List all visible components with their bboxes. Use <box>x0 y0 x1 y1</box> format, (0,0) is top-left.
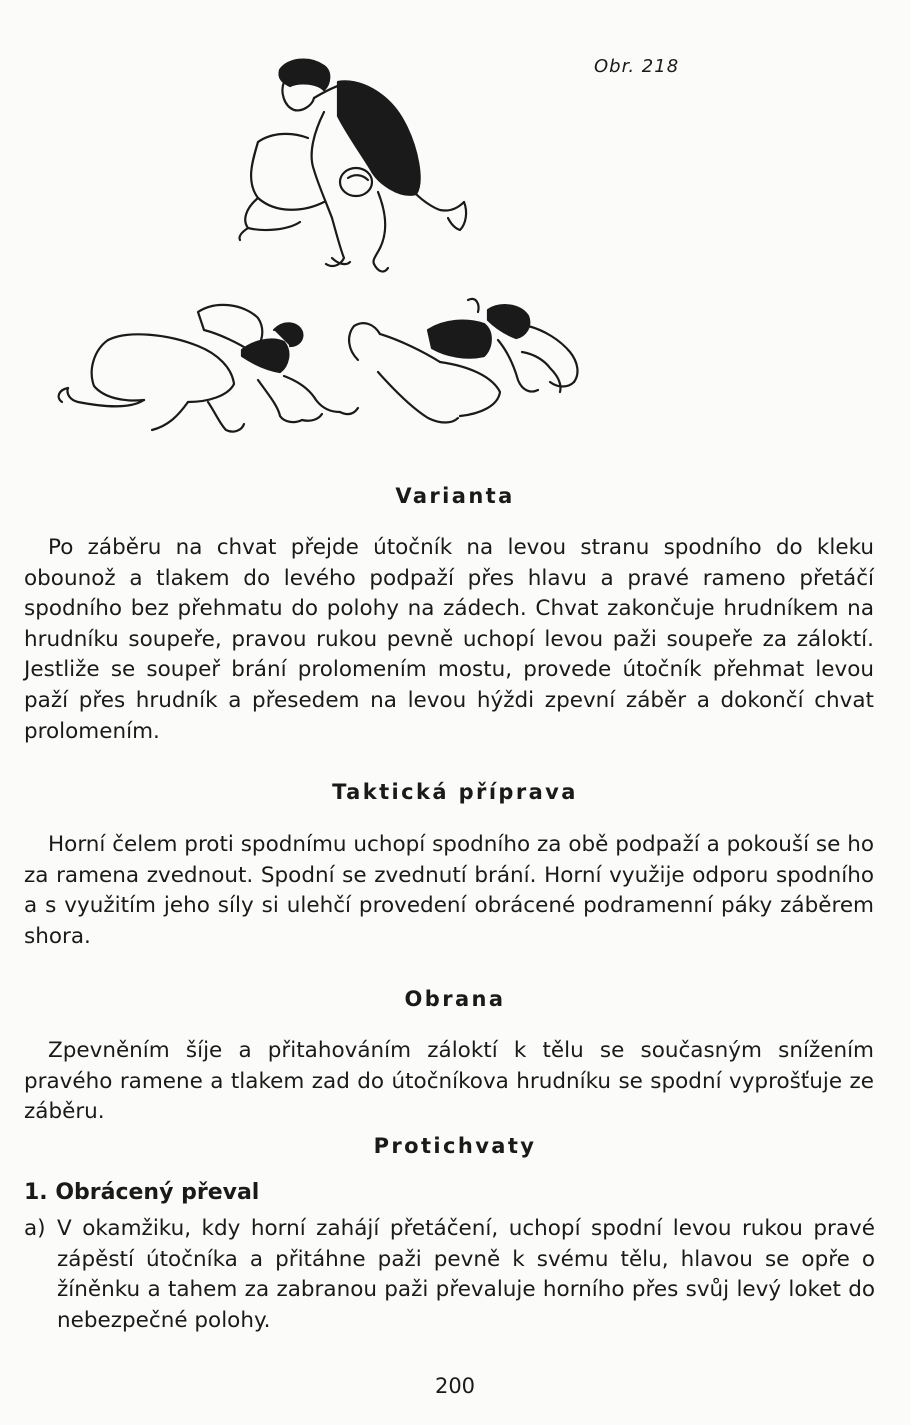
heading-varianta: Varianta <box>395 484 515 508</box>
page-number: 200 <box>434 1374 476 1398</box>
figure-label: Obr. 218 <box>594 56 680 77</box>
paragraph-obrana: Zpevněním šíje a přitahováním záloktí k tělu se současným snížením pravého ramene a tlakem zad do útočníkova hrudníku se spodní vyprošťuje ze záběru. <box>24 1038 874 1125</box>
wrestlers-bottom-illustration <box>48 290 593 440</box>
heading-obrana: Obrana <box>404 987 506 1011</box>
subheading-obraceny-preval: 1. Obrácený převal <box>24 1180 260 1205</box>
list-item-text: V okamžiku, kdy horní zahájí přetáčení, uchopí spodní levou rukou pravé zápěstí útočníka a přitáhne paži pevně k svému tělu, hlavou se opře o žíněnku a tahem za zabranou paži převaluje horního přes svůj levý loket do nebezpečné polohy. <box>57 1216 875 1333</box>
heading-protichvaty: Protichvaty <box>373 1134 537 1158</box>
paragraph-takticka-priprava: Horní čelem proti spodnímu uchopí spodního za obě podpaží a pokouší se ho za ramena zvednout. Spodní se zvednutí brání. Horní využije odporu spodního a s využitím jeho síly si ulehčí provedení obrácené podramenní páky záběrem shora. <box>24 832 874 949</box>
paragraph-varianta: Po záběru na chvat přejde útočník na levou stranu spodního do kleku obounož a tlakem do levého podpaží přes hlavu a pravé rameno přetáčí spodního bez přehmatu do polohy na zádech. Chvat zakončuje hrudníkem na hrudníku soupeře, pravou rukou pevně uchopí levou paži soupeře za záloktí. Jestliže se soupeř brání prolomením mostu, provede útočník přehmat levou paží přes hrudník a přesedem na levou hýždi zpevní záběr a dokončí chvat prolomením. <box>24 535 874 744</box>
heading-takticka-priprava: Taktická příprava <box>332 780 578 804</box>
list-item-marker: a) <box>24 1216 46 1241</box>
wrestlers-top-illustration <box>228 52 478 284</box>
